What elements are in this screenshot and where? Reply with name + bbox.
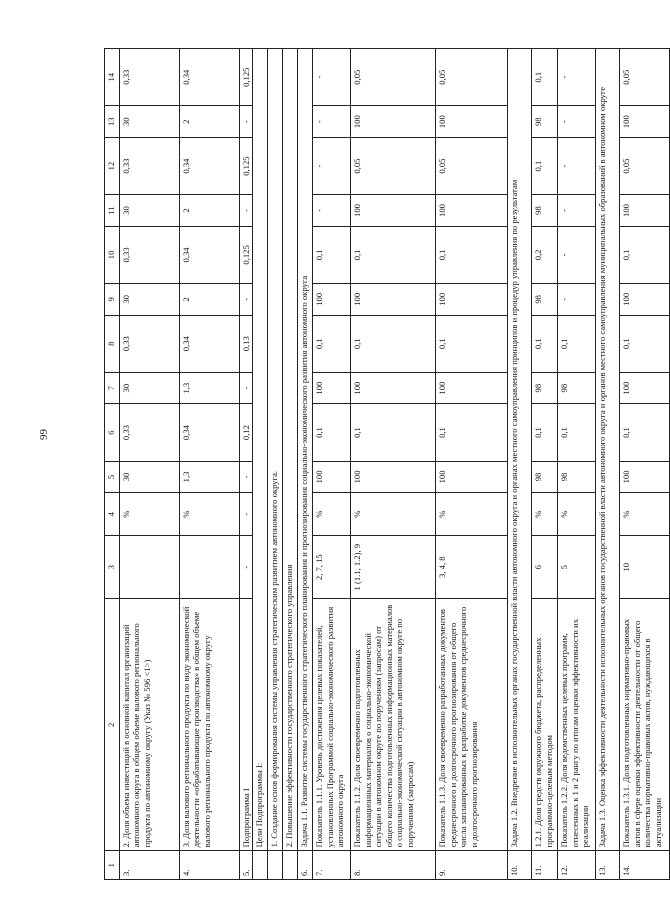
unit: %: [351, 493, 436, 536]
value-cell: 0,1: [436, 404, 508, 461]
header-cell-8: 8: [105, 315, 120, 372]
value-cell: -: [558, 284, 596, 316]
header-cell-4: 4: [105, 493, 120, 536]
value-cell: 0,1: [313, 404, 351, 461]
value-cell: -: [240, 284, 253, 316]
table-body: [105, 49, 670, 880]
value-cell: 30: [120, 372, 180, 404]
value-cell: 98: [532, 284, 558, 316]
row-number: 7.: [313, 851, 351, 880]
table-row: [620, 49, 670, 880]
value-cell: 0,1: [558, 315, 596, 372]
value-cell: 0,05: [620, 137, 670, 194]
header-cell-9: 9: [105, 284, 120, 316]
table-row: [436, 49, 508, 880]
value-cell: 1,3: [180, 461, 240, 493]
table-row: [253, 49, 268, 880]
value-cell: 0,1: [620, 315, 670, 372]
value-cell: 0,125: [240, 49, 253, 106]
value-cell: -: [313, 137, 351, 194]
value-cell: 0,1: [351, 404, 436, 461]
value-cell: 100: [351, 372, 436, 404]
value-cell: 100: [313, 461, 351, 493]
value-cell: 100: [620, 195, 670, 227]
rotated-table-container: [104, 48, 663, 880]
row-number: 8.: [351, 851, 436, 880]
header-cell-7: 7: [105, 372, 120, 404]
value-cell: 100: [436, 461, 508, 493]
indicators-table: [104, 48, 670, 880]
value-cell: 30: [120, 106, 180, 138]
value-cell: 0,12: [240, 404, 253, 461]
source-ref: -: [240, 536, 253, 599]
table-row: [558, 49, 596, 880]
indicator-name: Показатель 1.1.3. Доля своевременно разработанных документов среднесрочного и долгосрочного прогнозирования от общего числа запланированных к разработке документов среднесрочного и долгосрочного прогнозирования: [436, 599, 508, 851]
table-row: [508, 49, 532, 880]
value-cell: 0,125: [240, 137, 253, 194]
table-row: [283, 49, 298, 880]
value-cell: 100: [351, 461, 436, 493]
value-cell: 0,33: [120, 137, 180, 194]
value-cell: 100: [620, 106, 670, 138]
value-cell: 100: [351, 195, 436, 227]
unit: %: [532, 493, 558, 536]
value-cell: 0,1: [351, 315, 436, 372]
row-number: 5.: [240, 851, 253, 880]
section-title: Задача 1.3. Оценка эффективности деятельности исполнительных органов государственной власти автономного округа и органов местного самоуправления муниципальных образований в автономном округе: [596, 49, 620, 851]
value-cell: 0,33: [120, 226, 180, 283]
unit: %: [180, 493, 240, 536]
row-number: 9.: [436, 851, 508, 880]
value-cell: 0,1: [436, 226, 508, 283]
table-row: [313, 49, 351, 880]
section-title: 1. Создание основ формирования системы управления стратегическим развитием автономного округа.: [268, 49, 283, 851]
row-number: [283, 851, 298, 880]
section-title: Цели Подпрограммы I:: [253, 49, 268, 851]
value-cell: -: [558, 49, 596, 106]
row-number: 6.: [298, 851, 313, 880]
unit: %: [558, 493, 596, 536]
value-cell: 100: [436, 284, 508, 316]
value-cell: 98: [532, 461, 558, 493]
unit: %: [620, 493, 670, 536]
row-number: 11.: [532, 851, 558, 880]
value-cell: 0,1: [620, 404, 670, 461]
value-cell: 30: [120, 195, 180, 227]
value-cell: 0,13: [240, 315, 253, 372]
value-cell: -: [240, 372, 253, 404]
unit: %: [120, 493, 180, 536]
value-cell: 0,05: [351, 137, 436, 194]
value-cell: 0,05: [351, 49, 436, 106]
value-cell: 30: [120, 284, 180, 316]
value-cell: -: [313, 106, 351, 138]
value-cell: 0,125: [240, 226, 253, 283]
source-ref: 2, 7, 15: [313, 536, 351, 599]
value-cell: 0,1: [532, 315, 558, 372]
value-cell: 0,1: [313, 315, 351, 372]
value-cell: -: [558, 106, 596, 138]
value-cell: 0,1: [620, 226, 670, 283]
source-ref: [120, 536, 180, 599]
source-ref: 3, 4, 8: [436, 536, 508, 599]
value-cell: 98: [558, 461, 596, 493]
source-ref: 10: [620, 536, 670, 599]
value-cell: 0,1: [532, 137, 558, 194]
source-ref: [180, 536, 240, 599]
value-cell: 98: [532, 106, 558, 138]
value-cell: 0,1: [558, 404, 596, 461]
value-cell: -: [558, 137, 596, 194]
value-cell: -: [240, 106, 253, 138]
row-number: 14.: [620, 851, 670, 880]
value-cell: 0,33: [120, 49, 180, 106]
value-cell: -: [240, 195, 253, 227]
row-number: 3.: [120, 851, 180, 880]
indicator-name: Показатель 1.1.1. Уровень достижения целевых показателей, установленных Программой социально-экономического развития автономного округа: [313, 599, 351, 851]
value-cell: 100: [620, 372, 670, 404]
unit: %: [313, 493, 351, 536]
value-cell: -: [240, 461, 253, 493]
value-cell: 100: [620, 284, 670, 316]
header-cell-11: 11: [105, 195, 120, 227]
value-cell: 0,2: [532, 226, 558, 283]
table-row: [298, 49, 313, 880]
unit: -: [240, 493, 253, 536]
header-cell-5: 5: [105, 461, 120, 493]
value-cell: -: [313, 49, 351, 106]
value-cell: 0,1: [532, 49, 558, 106]
source-ref: 1 (1.1, 1.2), 9: [351, 536, 436, 599]
value-cell: 98: [532, 372, 558, 404]
row-number: [268, 851, 283, 880]
row-number: 4.: [180, 851, 240, 880]
header-cell-6: 6: [105, 404, 120, 461]
value-cell: 0,34: [180, 315, 240, 372]
row-number: 13.: [596, 851, 620, 880]
value-cell: 30: [120, 461, 180, 493]
indicator-name: 2. Доля объема инвестиций в основной капитал организаций автономного округа в общем объеме валового регионального продукта по автономному округу (Указ № 596 <1>): [120, 599, 180, 851]
header-row: [105, 49, 120, 880]
value-cell: 2: [180, 195, 240, 227]
section-title: 2. Повышение эффективности государственного стратегического управления: [283, 49, 298, 851]
value-cell: 100: [351, 284, 436, 316]
value-cell: 100: [351, 106, 436, 138]
header-cell-13: 13: [105, 106, 120, 138]
indicator-name: 1.2.1. Доля средств окружного бюджета, распределенных программно-целевым методом: [532, 599, 558, 851]
value-cell: 100: [313, 284, 351, 316]
value-cell: 100: [436, 195, 508, 227]
header-cell-1: 1: [105, 851, 120, 880]
page-number: 99: [38, 429, 50, 440]
header-cell-10: 10: [105, 226, 120, 283]
value-cell: 0,05: [436, 49, 508, 106]
header-cell-12: 12: [105, 137, 120, 194]
value-cell: 0,34: [180, 137, 240, 194]
value-cell: 98: [558, 372, 596, 404]
table-row: [268, 49, 283, 880]
value-cell: 1,3: [180, 372, 240, 404]
indicator-name: Показатель 1.3.1. Доля подготовленных нормативно-правовых актов в сфере оценки эффективности деятельности от общего количества нормативно-правовых актов, нуждающихся в актуализации: [620, 599, 670, 851]
table-row: [180, 49, 240, 880]
value-cell: 2: [180, 106, 240, 138]
value-cell: 0,1: [351, 226, 436, 283]
row-number: [253, 851, 268, 880]
value-cell: 0,33: [120, 404, 180, 461]
value-cell: 100: [313, 372, 351, 404]
value-cell: 0,34: [180, 226, 240, 283]
indicator-name: Показатель 1.2.2. Доля ведомственных целевых программ, отнесенных к 1 и 2 рангу по итогам оценки эффективности их реализации: [558, 599, 596, 851]
value-cell: 0,33: [120, 315, 180, 372]
value-cell: -: [558, 195, 596, 227]
value-cell: 0,05: [436, 137, 508, 194]
value-cell: 0,1: [313, 226, 351, 283]
indicator-name: 3. Доля валового регионального продукта по виду экономической деятельности «обрабатывающие производства» в общем объеме валового регионального продукта по автономному округу: [180, 599, 240, 851]
section-title: Задача 1.2. Внедрение в исполнительных органах государственной власти автономного округа и органах местного самоуправления принципов и процедур управления по результатам: [508, 49, 532, 851]
value-cell: 98: [532, 195, 558, 227]
value-cell: -: [313, 195, 351, 227]
table-row: [120, 49, 180, 880]
table-row: [240, 49, 253, 880]
value-cell: -: [558, 226, 596, 283]
value-cell: 0,1: [436, 315, 508, 372]
value-cell: 100: [436, 372, 508, 404]
value-cell: 0,1: [532, 404, 558, 461]
section-title: Задача 1.1. Развитие системы государственного стратегического планирования и прогнозирования социально-экономического развития автономного округа: [298, 49, 313, 851]
indicator-name: Показатель 1.1.2. Доля своевременно подготовленных информационных материалов о социально-экономической ситуации в автономном округе по поручениям (запросам) от общего количества подготовленных информационных материалов о социально-экономической ситуации в автономном округе по поручениям (запросам): [351, 599, 436, 851]
table-row: [351, 49, 436, 880]
unit: %: [436, 493, 508, 536]
header-cell-3: 3: [105, 536, 120, 599]
row-number: 10.: [508, 851, 532, 880]
source-ref: 5: [558, 536, 596, 599]
header-cell-2: 2: [105, 599, 120, 851]
value-cell: 100: [436, 106, 508, 138]
table-row: [596, 49, 620, 880]
row-number: 12.: [558, 851, 596, 880]
source-ref: 6: [532, 536, 558, 599]
header-cell-14: 14: [105, 49, 120, 106]
value-cell: 0,34: [180, 49, 240, 106]
indicator-name: Подпрограмма I: [240, 599, 253, 851]
table-row: [532, 49, 558, 880]
value-cell: 100: [620, 461, 670, 493]
value-cell: 0,05: [620, 49, 670, 106]
value-cell: 0,34: [180, 404, 240, 461]
value-cell: 2: [180, 284, 240, 316]
